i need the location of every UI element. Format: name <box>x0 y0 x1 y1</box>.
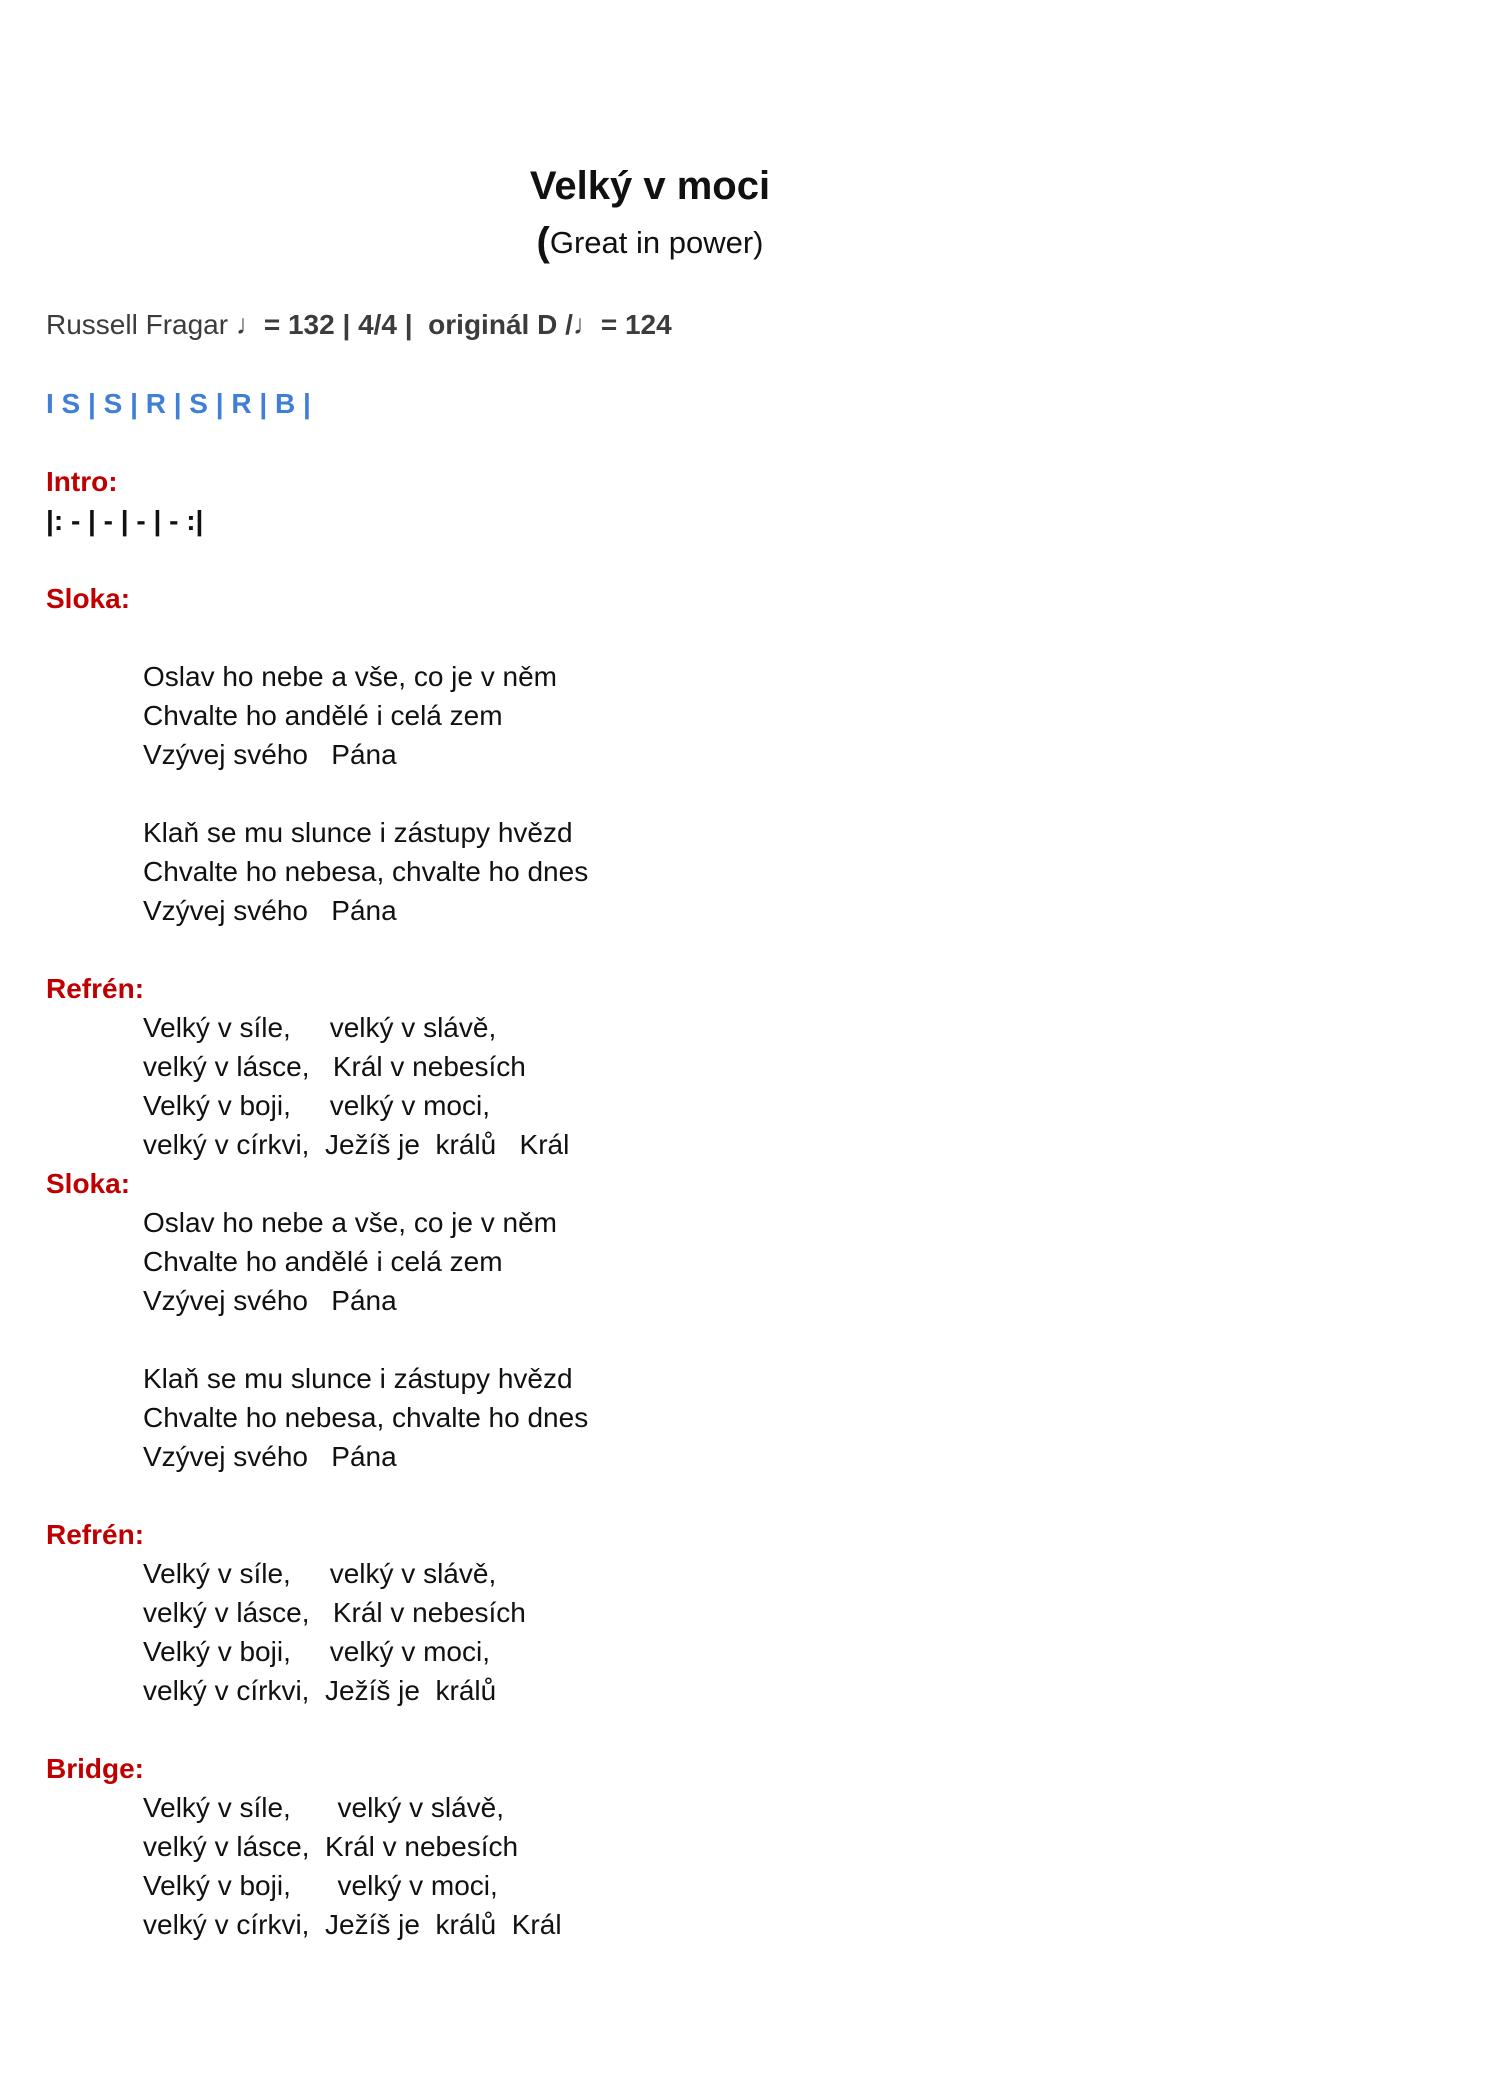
lyric-line: Oslav ho nebe a vše, co je v něm <box>143 1207 557 1238</box>
lyric-line: velký v lásce, Král v nebesích <box>143 1597 526 1628</box>
song-title: Velký v moci <box>529 164 771 208</box>
lyric-line: Velký v boji, velký v moci, <box>143 1090 490 1121</box>
lyric-line: Vzývej svého Pána <box>143 1441 397 1472</box>
lyric-line: Velký v boji, velký v moci, <box>143 1636 490 1667</box>
lyric-line: Chvalte ho andělé i celá zem <box>143 700 503 731</box>
lyric-line: Velký v síle, velký v slávě, <box>143 1012 497 1043</box>
lyric-line: Klaň se mu slunce i zástupy hvězd <box>143 1363 573 1394</box>
section-label-intro: Intro: <box>46 466 118 497</box>
lyric-line: Vzývej svého Pána <box>143 895 397 926</box>
section-label-sloka: Sloka: <box>46 583 131 614</box>
section-label-sloka: Sloka: <box>46 1168 131 1199</box>
subtitle-open-paren: ( <box>536 220 550 264</box>
lyric-line: Klaň se mu slunce i zástupy hvězd <box>143 817 573 848</box>
author: Russell Fragar <box>46 309 229 340</box>
lyric-line: Chvalte ho nebesa, chvalte ho dnes <box>143 1402 589 1433</box>
section-label-bridge: Bridge: <box>46 1753 144 1784</box>
song-subtitle <box>0 220 1300 265</box>
lyric-line: Oslav ho nebe a vše, co je v něm <box>143 661 557 692</box>
intro-bars: |: - | - | - | - :| <box>46 505 204 536</box>
tempo-info: ♩= 132 | 4/4 | originál D /♩= 124 <box>228 309 672 340</box>
section-label-refren: Refrén: <box>46 1519 145 1550</box>
lyric-line: Chvalte ho andělé i celá zem <box>143 1246 503 1277</box>
lyric-line: Velký v síle, velký v slávě, <box>143 1558 497 1589</box>
song-structure: I S | S | R | S | R | B | <box>46 388 311 419</box>
subtitle-text: Great in power) <box>549 225 764 260</box>
lyric-line: Chvalte ho nebesa, chvalte ho dnes <box>143 856 589 887</box>
lyric-line: Vzývej svého Pána <box>143 1285 397 1316</box>
lyric-line: Velký v boji, velký v moci, <box>143 1870 498 1901</box>
lyric-line: velký v lásce, Král v nebesích <box>143 1831 519 1862</box>
section-label-refren: Refrén: <box>46 973 145 1004</box>
lyric-line: Vzývej svého Pána <box>143 739 397 770</box>
lyric-line: Velký v síle, velký v slávě, <box>143 1792 505 1823</box>
lyric-line: velký v církvi, Ježíš je králů Král <box>143 1129 570 1160</box>
song-meta <box>46 309 672 341</box>
lyric-line: velký v církvi, Ježíš je králů <box>143 1675 497 1706</box>
lyric-line: velký v lásce, Král v nebesích <box>143 1051 526 1082</box>
lyric-line: velký v církvi, Ježíš je králů Král <box>143 1909 562 1940</box>
